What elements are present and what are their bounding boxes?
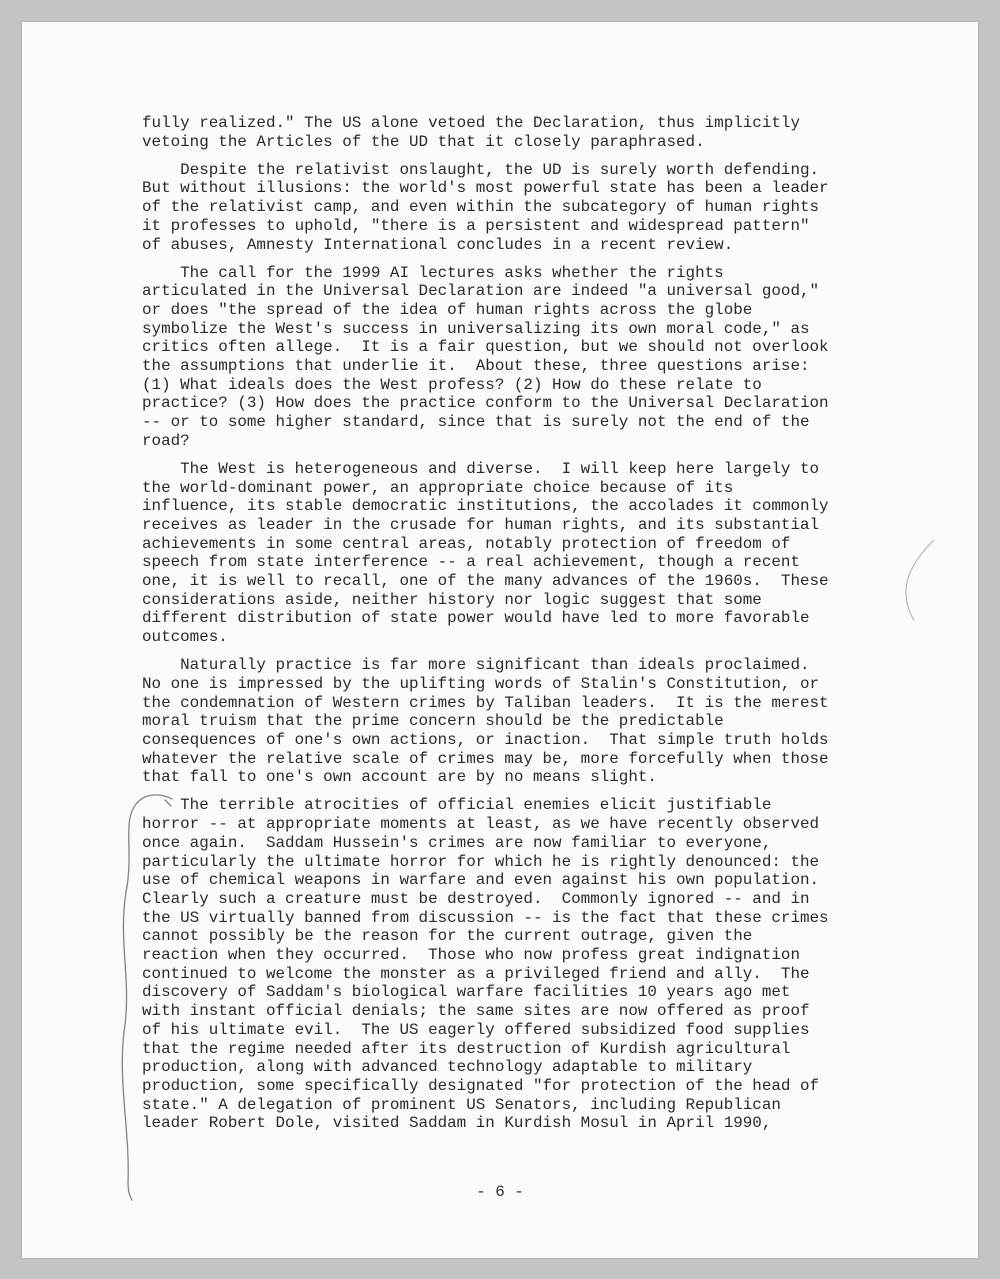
pencil-edge-curve xyxy=(906,540,934,620)
text-line: continued to welcome the monster as a privileged friend and ally. The xyxy=(142,964,810,983)
text-line: moral truism that the prime concern should be the predictable xyxy=(142,712,724,731)
text-line: or does "the spread of the idea of human rights across the globe xyxy=(142,300,753,319)
text-line: reaction when they occurred. Those who now profess great indignation xyxy=(142,946,800,965)
text-line: production, some specifically designated "for protection of the head of xyxy=(142,1076,820,1095)
text-line: discovery of Saddam's biological warfare facilities 10 years ago met xyxy=(142,983,791,1002)
paragraph xyxy=(142,161,842,255)
text-line: with instant official denials; the same sites are now offered as proof xyxy=(142,1002,810,1021)
text-line: leader Robert Dole, visited Saddam in Kurdish Mosul in April 1990, xyxy=(142,1114,772,1133)
text-line: the condemnation of Western crimes by Taliban leaders. It is the merest xyxy=(142,693,829,712)
text-line: of the relativist camp, and even within the subcategory of human rights xyxy=(142,198,820,217)
text-line: use of chemical weapons in warfare and even against his own population. xyxy=(142,871,820,890)
text-line: receives as leader in the crusade for human rights, and its substantial xyxy=(142,515,820,534)
text-line: one, it is well to recall, one of the many advances of the 1960s. These xyxy=(142,572,829,591)
paragraph xyxy=(142,656,842,787)
page-number: - 6 - xyxy=(476,1183,524,1201)
text-line: achievements in some central areas, notably protection of freedom of xyxy=(142,534,791,553)
text-line: road? xyxy=(142,431,190,450)
text-line: practice? (3) How does the practice conform to the Universal Declaration xyxy=(142,394,829,413)
text-line: fully realized." The US alone vetoed the Declaration, thus implicitly xyxy=(142,114,800,132)
paragraph xyxy=(142,460,842,647)
document-page xyxy=(22,22,978,1258)
text-line: The West is heterogeneous and diverse. I will keep here largely to xyxy=(142,459,820,478)
text-line: once again. Saddam Hussein's crimes are now familiar to everyone, xyxy=(142,833,772,852)
text-line: (1) What ideals does the West profess? (2) How do these relate to xyxy=(142,375,762,394)
text-line: speech from state interference -- a real achievement, though a recent xyxy=(142,553,800,572)
text-line: the assumptions that underlie it. About these, three questions arise: xyxy=(142,357,810,376)
text-line: critics often allege. It is a fair question, but we should not overlook xyxy=(142,338,829,357)
text-line: whatever the relative scale of crimes may be, more forcefully when those xyxy=(142,749,829,768)
text-line: Naturally practice is far more significant than ideals proclaimed. xyxy=(142,656,810,675)
text-line: Clearly such a creature must be destroyed. Commonly ignored -- and in xyxy=(142,889,810,908)
text-line: of his ultimate evil. The US eagerly offered subsidized food supplies xyxy=(142,1020,810,1039)
text-line: that the regime needed after its destruction of Kurdish agricultural xyxy=(142,1039,791,1058)
text-line: production, along with advanced technology adaptable to military xyxy=(142,1058,753,1077)
body-text xyxy=(142,114,842,1142)
paragraph xyxy=(142,114,842,151)
text-line: No one is impressed by the uplifting words of Stalin's Constitution, or xyxy=(142,674,820,693)
text-line: -- or to some higher standard, since that is surely not the end of the xyxy=(142,413,810,432)
text-line: the US virtually banned from discussion -- is the fact that these crimes xyxy=(142,908,829,927)
text-line: that fall to one's own account are by no means slight. xyxy=(142,768,657,787)
text-line: it professes to uphold, "there is a persistent and widespread pattern" xyxy=(142,216,810,235)
text-line: symbolize the West's success in universalizing its own moral code," as xyxy=(142,319,810,338)
text-line: consequences of one's own actions, or inaction. That simple truth holds xyxy=(142,730,829,749)
text-line: articulated in the Universal Declaration are indeed "a universal good," xyxy=(142,282,820,301)
text-line: the world-dominant power, an appropriate choice because of its xyxy=(142,478,734,497)
text-line: vetoing the Articles of the UD that it closely paraphrased. xyxy=(142,132,705,151)
text-line: Despite the relativist onslaught, the UD is surely worth defending. xyxy=(142,160,820,179)
text-line: cannot possibly be the reason for the current outrage, given the xyxy=(142,927,753,946)
text-line: outcomes. xyxy=(142,628,228,647)
paragraph xyxy=(142,796,842,1133)
text-line: of abuses, Amnesty International concludes in a recent review. xyxy=(142,235,734,254)
text-line: But without illusions: the world's most powerful state has been a leader xyxy=(142,179,829,198)
text-line: state." A delegation of prominent US Senators, including Republican xyxy=(142,1095,781,1114)
text-line: particularly the ultimate horror for which he is rightly denounced: the xyxy=(142,852,820,871)
text-line: horror -- at appropriate moments at least, as we have recently observed xyxy=(142,815,820,834)
text-line: The call for the 1999 AI lectures asks whether the rights xyxy=(142,263,724,282)
text-line: different distribution of state power would have led to more favorable xyxy=(142,609,810,628)
text-line: The terrible atrocities of official enemies elicit justifiable xyxy=(142,796,772,815)
text-line: considerations aside, neither history nor logic suggest that some xyxy=(142,590,762,609)
text-line: influence, its stable democratic institutions, the accolades it commonly xyxy=(142,497,829,516)
paragraph xyxy=(142,264,842,451)
